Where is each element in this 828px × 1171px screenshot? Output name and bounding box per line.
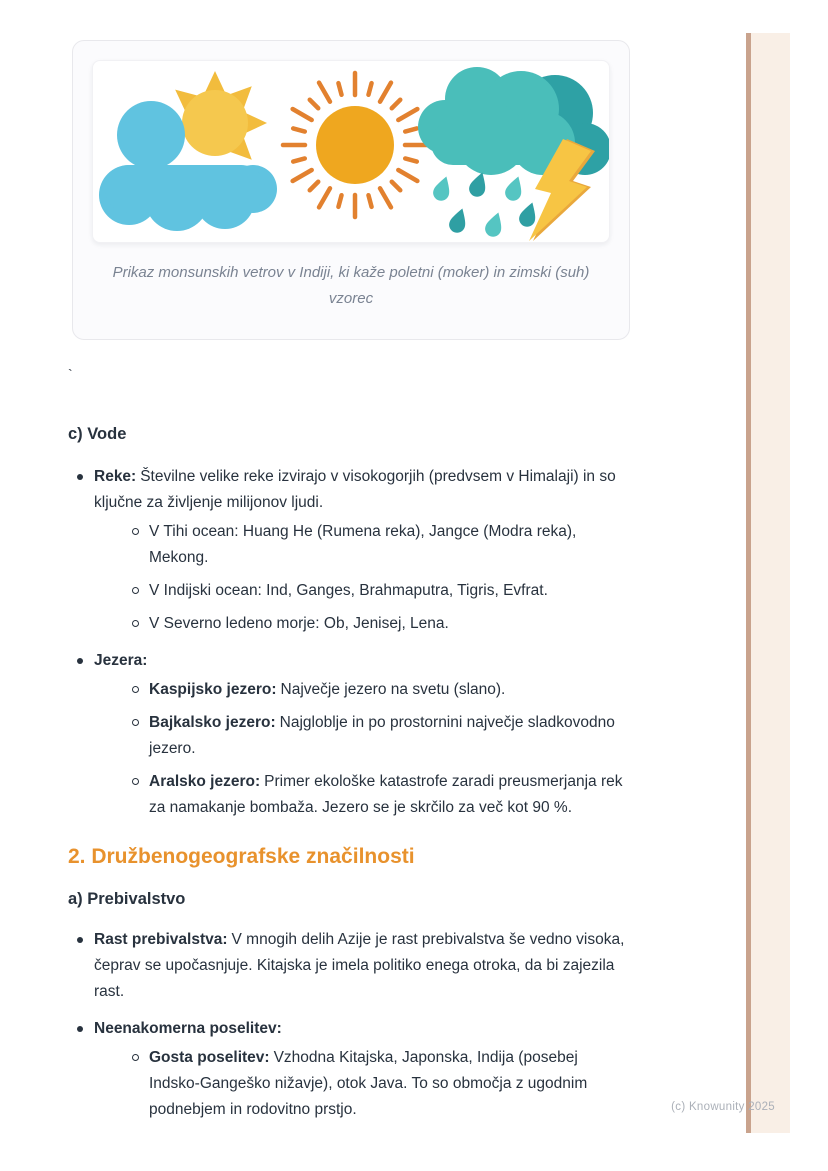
list-item-lead: Kaspijsko jezero: xyxy=(149,681,277,698)
prebivalstvo-list xyxy=(68,927,632,1123)
list-item-text: Številne velike reke izvirajo v visokogorjih (predvsem v Himalaji) in so ključne za življenje milijonov ljudi. xyxy=(94,468,616,511)
list-item-lead: Bajkalsko jezero: xyxy=(149,714,276,731)
heading-druzbenogeografske: 2. Družbenogeografske značilnosti xyxy=(68,845,415,868)
list-item-jezera xyxy=(68,648,632,821)
storm-cloud-rain-lightning-icon xyxy=(418,67,609,241)
figure-image xyxy=(92,60,610,243)
list-item-text: Najgloblje in po prostornini največje sladkovodno jezero. xyxy=(149,714,615,757)
list-item-text: Največje jezero na svetu (slano). xyxy=(280,681,506,698)
sun-behind-cloud-icon xyxy=(99,71,277,231)
list-item-reke xyxy=(68,464,632,637)
list-item-lead: Jezera: xyxy=(94,652,148,669)
jezera-sublist xyxy=(122,677,632,821)
list-item xyxy=(122,677,632,703)
list-item-text: V Indijski ocean: Ind, Ganges, Brahmaputra, Tigris, Evfrat. xyxy=(149,582,548,599)
list-item-text: V Severno ledeno morje: Ob, Jenisej, Lena. xyxy=(149,615,449,632)
list-item-text: Vzhodna Kitajska, Japonska, Indija (posebej Indsko-Gangeško nižavje), otok Java. To so območja z ugodnim podnebjem in rodovitno prstjo. xyxy=(149,1049,588,1118)
document-body xyxy=(68,40,632,1123)
vode-list xyxy=(68,464,632,821)
list-item-lead: Aralsko jezero: xyxy=(149,773,261,790)
figure-card xyxy=(72,40,630,340)
list-item xyxy=(122,519,632,571)
list-item-lead: Rast prebivalstva: xyxy=(94,931,228,948)
stray-backtick: ` xyxy=(68,366,73,382)
list-item-text: Primer ekološke katastrofe zaradi preusmerjanja rek za namakanje bombaža. Jezero se je skrčilo za več kot 90 %. xyxy=(149,773,623,816)
list-item xyxy=(122,710,632,762)
page-edge-stripe xyxy=(746,33,790,1133)
list-item-lead: Reke: xyxy=(94,468,137,485)
sun-icon xyxy=(283,73,427,217)
heading-vode: c) Vode xyxy=(68,425,127,443)
list-item xyxy=(122,578,632,604)
list-item-text: V Tihi ocean: Huang He (Rumena reka), Jangce (Modra reka), Mekong. xyxy=(149,523,577,566)
heading-prebivalstvo: a) Prebivalstvo xyxy=(68,890,186,908)
knowunity-watermark: (c) Knowunity 2025 xyxy=(671,1101,775,1113)
list-item-text: V mnogih delih Azije je rast prebivalstva še vedno visoka, čeprav se upočasnjuje. Kitajska je imela politiko enega otroka, da bi zajezila rast. xyxy=(94,931,625,1000)
weather-illustration xyxy=(93,61,609,242)
list-item xyxy=(122,769,632,821)
list-item xyxy=(122,611,632,637)
list-item-lead: Gosta poselitev: xyxy=(149,1049,270,1066)
reke-sublist xyxy=(122,519,632,637)
figure-caption: Prikaz monsunskih vetrov v Indiji, ki kaže poletni (moker) in zimski (suh) vzorec xyxy=(112,264,590,307)
list-item-rast xyxy=(68,927,632,1005)
raindrops xyxy=(431,170,540,239)
list-item-lead: Neenakomerna poselitev: xyxy=(94,1020,282,1037)
